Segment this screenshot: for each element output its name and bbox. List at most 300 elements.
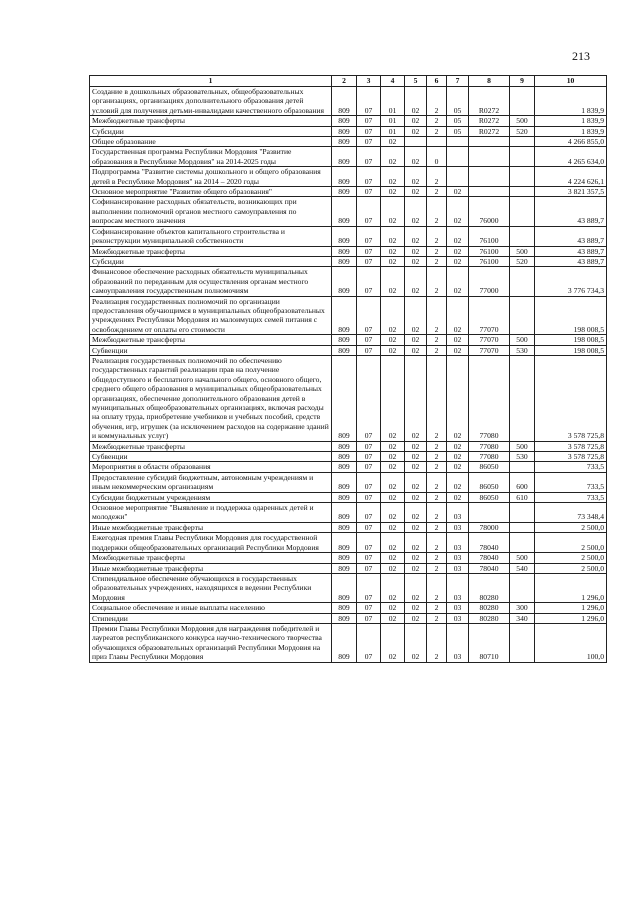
code-cell: 01: [381, 116, 405, 126]
table-row: [90, 533, 607, 553]
code-cell: 2: [427, 167, 447, 187]
row-name-cell: Иные межбюджетные трансферты: [90, 522, 332, 532]
code-cell: [510, 137, 535, 147]
code-cell: [510, 226, 535, 246]
code-cell: 2: [427, 126, 447, 136]
code-cell: [447, 137, 469, 147]
code-cell: 2: [427, 452, 447, 462]
code-cell: 530: [510, 345, 535, 355]
table-row: [90, 603, 607, 613]
code-cell: 03: [447, 533, 469, 553]
code-cell: 02: [447, 197, 469, 226]
row-name-cell: Субсидии: [90, 256, 332, 266]
code-cell: 520: [510, 256, 535, 266]
code-cell: 300: [510, 603, 535, 613]
code-cell: [510, 533, 535, 553]
code-cell: 520: [510, 126, 535, 136]
amount-cell: 2 500,0: [535, 533, 607, 553]
code-cell: 07: [357, 335, 381, 345]
code-cell: 02: [405, 87, 427, 116]
code-cell: 02: [381, 462, 405, 472]
code-cell: 86050: [469, 492, 510, 502]
code-cell: 2: [427, 256, 447, 266]
code-cell: 07: [357, 187, 381, 197]
amount-cell: 1 839,9: [535, 126, 607, 136]
table-row: [90, 462, 607, 472]
code-cell: 07: [357, 553, 381, 563]
row-name-cell: Субвенции: [90, 345, 332, 355]
code-cell: 80280: [469, 603, 510, 613]
code-cell: 02: [405, 441, 427, 451]
row-name-cell: Межбюджетные трансферты: [90, 441, 332, 451]
code-cell: 02: [381, 226, 405, 246]
code-cell: 809: [332, 623, 357, 662]
code-cell: [510, 462, 535, 472]
code-cell: [510, 522, 535, 532]
row-name-cell: Премии Главы Республики Мордовия для награждения победителей и лауреатов республиканского конкурса научно-технического творчества обучающихся образовательных организаций Республики Мордовия на приз Главы Республики Мордовия: [90, 623, 332, 662]
amount-cell: 1 839,9: [535, 116, 607, 126]
code-cell: [510, 167, 535, 187]
code-cell: 02: [405, 226, 427, 246]
code-cell: [469, 503, 510, 523]
amount-cell: 733,5: [535, 472, 607, 492]
amount-cell: 198 008,5: [535, 335, 607, 345]
header-row: [90, 76, 607, 87]
code-cell: 77080: [469, 355, 510, 441]
column-header: 10: [535, 76, 607, 87]
code-cell: 07: [357, 573, 381, 602]
code-cell: 809: [332, 267, 357, 296]
code-cell: 0: [427, 147, 447, 167]
amount-cell: 1 296,0: [535, 613, 607, 623]
code-cell: 76100: [469, 226, 510, 246]
code-cell: 02: [447, 492, 469, 502]
code-cell: 02: [405, 452, 427, 462]
code-cell: 2: [427, 553, 447, 563]
code-cell: 07: [357, 563, 381, 573]
code-cell: 02: [447, 226, 469, 246]
amount-cell: 4 266 855,0: [535, 137, 607, 147]
code-cell: 07: [357, 126, 381, 136]
code-cell: 2: [427, 226, 447, 246]
code-cell: R0272: [469, 126, 510, 136]
code-cell: 809: [332, 167, 357, 187]
code-cell: 02: [381, 452, 405, 462]
code-cell: 02: [405, 296, 427, 335]
code-cell: 2: [427, 462, 447, 472]
code-cell: 02: [381, 167, 405, 187]
code-cell: 809: [332, 533, 357, 553]
code-cell: 07: [357, 167, 381, 187]
table-row: [90, 147, 607, 167]
code-cell: 500: [510, 553, 535, 563]
code-cell: 02: [381, 147, 405, 167]
code-cell: 500: [510, 116, 535, 126]
code-cell: 02: [381, 533, 405, 553]
code-cell: 07: [357, 492, 381, 502]
amount-cell: 3 578 725,8: [535, 452, 607, 462]
code-cell: 02: [447, 335, 469, 345]
row-name-cell: Государственная программа Республики Мордовия "Развитие образования в Республике Мордовия" на 2014-2025 годы: [90, 147, 332, 167]
amount-cell: 3 578 725,8: [535, 355, 607, 441]
code-cell: 2: [427, 441, 447, 451]
code-cell: 2: [427, 623, 447, 662]
code-cell: 02: [381, 246, 405, 256]
column-header: 6: [427, 76, 447, 87]
code-cell: 02: [405, 147, 427, 167]
column-header: 4: [381, 76, 405, 87]
code-cell: 809: [332, 296, 357, 335]
code-cell: 02: [405, 355, 427, 441]
table-row: [90, 623, 607, 662]
code-cell: 340: [510, 613, 535, 623]
code-cell: 86050: [469, 462, 510, 472]
code-cell: 809: [332, 472, 357, 492]
code-cell: 80280: [469, 573, 510, 602]
amount-cell: 198 008,5: [535, 296, 607, 335]
amount-cell: 4 224 626,1: [535, 167, 607, 187]
code-cell: 05: [447, 126, 469, 136]
code-cell: [469, 187, 510, 197]
code-cell: 02: [381, 492, 405, 502]
code-cell: 02: [447, 256, 469, 266]
code-cell: 07: [357, 256, 381, 266]
table-row: [90, 187, 607, 197]
code-cell: [447, 147, 469, 167]
table-row: [90, 573, 607, 602]
code-cell: 809: [332, 256, 357, 266]
row-name-cell: Общее образование: [90, 137, 332, 147]
row-name-cell: Социальное обеспечение и иные выплаты населению: [90, 603, 332, 613]
code-cell: 02: [381, 623, 405, 662]
code-cell: 02: [381, 335, 405, 345]
code-cell: 2: [427, 116, 447, 126]
code-cell: 809: [332, 345, 357, 355]
code-cell: 2: [427, 335, 447, 345]
code-cell: 07: [357, 623, 381, 662]
table-row: [90, 126, 607, 136]
code-cell: 2: [427, 522, 447, 532]
code-cell: 77080: [469, 452, 510, 462]
amount-cell: 1 296,0: [535, 603, 607, 613]
code-cell: 76100: [469, 256, 510, 266]
amount-cell: 43 889,7: [535, 197, 607, 226]
row-name-cell: Субсидии: [90, 126, 332, 136]
code-cell: 02: [405, 492, 427, 502]
code-cell: 02: [381, 355, 405, 441]
code-cell: 809: [332, 441, 357, 451]
code-cell: 02: [447, 452, 469, 462]
code-cell: 03: [447, 603, 469, 613]
code-cell: 02: [381, 267, 405, 296]
code-cell: [510, 573, 535, 602]
code-cell: 2: [427, 492, 447, 502]
table-row: [90, 87, 607, 116]
code-cell: 07: [357, 226, 381, 246]
code-cell: 80710: [469, 623, 510, 662]
code-cell: 07: [357, 613, 381, 623]
code-cell: 2: [427, 613, 447, 623]
amount-cell: 2 500,0: [535, 553, 607, 563]
code-cell: 02: [405, 187, 427, 197]
row-name-cell: Межбюджетные трансферты: [90, 116, 332, 126]
row-name-cell: Мероприятия в области образования: [90, 462, 332, 472]
code-cell: 07: [357, 522, 381, 532]
table-body: [90, 87, 607, 663]
row-name-cell: Межбюджетные трансферты: [90, 553, 332, 563]
code-cell: 02: [381, 197, 405, 226]
code-cell: 78000: [469, 522, 510, 532]
code-cell: 03: [447, 623, 469, 662]
amount-cell: 198 008,5: [535, 345, 607, 355]
code-cell: 07: [357, 246, 381, 256]
amount-cell: 3 821 357,5: [535, 187, 607, 197]
amount-cell: 2 500,0: [535, 563, 607, 573]
code-cell: 809: [332, 573, 357, 602]
code-cell: 809: [332, 603, 357, 613]
table-row: [90, 197, 607, 226]
code-cell: 02: [447, 472, 469, 492]
code-cell: 2: [427, 296, 447, 335]
column-header: 7: [447, 76, 469, 87]
code-cell: 02: [405, 503, 427, 523]
row-name-cell: Подпрограмма "Развитие системы дошкольного и общего образования детей в Республике Мордовия" на 2014 – 2020 годы: [90, 167, 332, 187]
code-cell: 809: [332, 226, 357, 246]
code-cell: 80280: [469, 613, 510, 623]
column-header: 2: [332, 76, 357, 87]
code-cell: [405, 137, 427, 147]
row-name-cell: Ежегодная премия Главы Республики Мордовия для государственной поддержки общеобразовательных организаций Республики Мордовия: [90, 533, 332, 553]
code-cell: 03: [447, 563, 469, 573]
code-cell: 07: [357, 296, 381, 335]
code-cell: 07: [357, 533, 381, 553]
code-cell: 76000: [469, 197, 510, 226]
code-cell: 77070: [469, 296, 510, 335]
code-cell: 02: [447, 296, 469, 335]
code-cell: 03: [447, 553, 469, 563]
code-cell: 809: [332, 355, 357, 441]
amount-cell: 3 578 725,8: [535, 441, 607, 451]
code-cell: 02: [381, 441, 405, 451]
code-cell: [510, 187, 535, 197]
row-name-cell: Основное мероприятие "Выявление и поддержка одаренных детей и молодежи": [90, 503, 332, 523]
table-row: [90, 296, 607, 335]
code-cell: [427, 137, 447, 147]
table-row: [90, 472, 607, 492]
table-row: [90, 563, 607, 573]
code-cell: 02: [381, 345, 405, 355]
code-cell: 01: [381, 87, 405, 116]
amount-cell: 733,5: [535, 462, 607, 472]
code-cell: 78040: [469, 553, 510, 563]
budget-table: [89, 75, 607, 663]
code-cell: 02: [405, 563, 427, 573]
code-cell: 2: [427, 603, 447, 613]
table-row: [90, 492, 607, 502]
code-cell: 02: [381, 522, 405, 532]
code-cell: 07: [357, 345, 381, 355]
amount-cell: 733,5: [535, 492, 607, 502]
amount-cell: 2 500,0: [535, 522, 607, 532]
code-cell: 02: [405, 613, 427, 623]
code-cell: 02: [447, 355, 469, 441]
code-cell: 07: [357, 137, 381, 147]
amount-cell: 1 839,9: [535, 87, 607, 116]
code-cell: [469, 147, 510, 167]
code-cell: 809: [332, 503, 357, 523]
column-header: 8: [469, 76, 510, 87]
code-cell: 809: [332, 137, 357, 147]
row-name-cell: Стипендии: [90, 613, 332, 623]
table-row: [90, 503, 607, 523]
row-name-cell: Создание в дошкольных образовательных, общеобразовательных организациях, организациях дополнительного образования детей условий для получения детьми-инвалидами качественного образования: [90, 87, 332, 116]
amount-cell: 1 296,0: [535, 573, 607, 602]
code-cell: 2: [427, 573, 447, 602]
code-cell: 2: [427, 246, 447, 256]
code-cell: 02: [381, 603, 405, 613]
code-cell: 07: [357, 503, 381, 523]
code-cell: 02: [381, 613, 405, 623]
code-cell: R0272: [469, 116, 510, 126]
table-row: [90, 137, 607, 147]
code-cell: 809: [332, 563, 357, 573]
code-cell: 78040: [469, 563, 510, 573]
code-cell: 77000: [469, 267, 510, 296]
code-cell: [469, 137, 510, 147]
code-cell: 07: [357, 87, 381, 116]
code-cell: 2: [427, 533, 447, 553]
row-name-cell: Софинансирование объектов капитального строительства и реконструкции муниципальной собственности: [90, 226, 332, 246]
code-cell: 809: [332, 197, 357, 226]
code-cell: 07: [357, 452, 381, 462]
code-cell: 2: [427, 197, 447, 226]
code-cell: 809: [332, 87, 357, 116]
table-row: [90, 522, 607, 532]
code-cell: 02: [447, 462, 469, 472]
code-cell: 02: [405, 462, 427, 472]
code-cell: 2: [427, 187, 447, 197]
code-cell: 809: [332, 452, 357, 462]
amount-cell: 43 889,7: [535, 226, 607, 246]
code-cell: 07: [357, 116, 381, 126]
code-cell: 02: [405, 167, 427, 187]
code-cell: 02: [381, 573, 405, 602]
code-cell: 03: [447, 573, 469, 602]
code-cell: 02: [405, 533, 427, 553]
code-cell: 809: [332, 116, 357, 126]
code-cell: 02: [381, 256, 405, 266]
code-cell: 02: [381, 563, 405, 573]
column-header: 3: [357, 76, 381, 87]
code-cell: 809: [332, 553, 357, 563]
code-cell: 02: [381, 137, 405, 147]
code-cell: 02: [405, 246, 427, 256]
code-cell: 02: [447, 267, 469, 296]
code-cell: 2: [427, 563, 447, 573]
row-name-cell: Межбюджетные трансферты: [90, 335, 332, 345]
row-name-cell: Предоставление субсидий бюджетным, автономным учреждениям и иным некоммерческим организациям: [90, 472, 332, 492]
code-cell: [510, 267, 535, 296]
code-cell: 809: [332, 462, 357, 472]
row-name-cell: Основное мероприятие "Развитие общего образования": [90, 187, 332, 197]
code-cell: 02: [405, 553, 427, 563]
code-cell: 86050: [469, 472, 510, 492]
code-cell: 02: [405, 116, 427, 126]
code-cell: 809: [332, 522, 357, 532]
code-cell: 77070: [469, 345, 510, 355]
code-cell: 02: [447, 246, 469, 256]
code-cell: 02: [381, 296, 405, 335]
code-cell: 500: [510, 246, 535, 256]
code-cell: 02: [405, 345, 427, 355]
code-cell: 77080: [469, 441, 510, 451]
code-cell: 500: [510, 335, 535, 345]
code-cell: 78040: [469, 533, 510, 553]
code-cell: [469, 167, 510, 187]
code-cell: 02: [405, 472, 427, 492]
table-row: [90, 116, 607, 126]
table-row: [90, 167, 607, 187]
amount-cell: 43 889,7: [535, 256, 607, 266]
code-cell: 809: [332, 492, 357, 502]
row-name-cell: Финансовое обеспечение расходных обязательств муниципальных образований по переданным для осуществления органам местного самоуправления государственным полномочиям: [90, 267, 332, 296]
code-cell: 05: [447, 116, 469, 126]
table-row: [90, 613, 607, 623]
code-cell: [510, 147, 535, 167]
code-cell: 2: [427, 503, 447, 523]
amount-cell: 3 776 734,3: [535, 267, 607, 296]
code-cell: 02: [405, 267, 427, 296]
table-row: [90, 452, 607, 462]
code-cell: 07: [357, 355, 381, 441]
code-cell: 02: [405, 603, 427, 613]
code-cell: 610: [510, 492, 535, 502]
code-cell: [510, 296, 535, 335]
code-cell: 540: [510, 563, 535, 573]
amount-cell: 4 265 634,0: [535, 147, 607, 167]
code-cell: 2: [427, 355, 447, 441]
code-cell: 07: [357, 147, 381, 167]
code-cell: 02: [381, 187, 405, 197]
code-cell: [510, 623, 535, 662]
code-cell: 03: [447, 503, 469, 523]
code-cell: R0272: [469, 87, 510, 116]
code-cell: 02: [447, 187, 469, 197]
code-cell: [510, 355, 535, 441]
code-cell: [510, 87, 535, 116]
code-cell: 07: [357, 197, 381, 226]
table-row: [90, 246, 607, 256]
code-cell: 02: [405, 126, 427, 136]
amount-cell: 43 889,7: [535, 246, 607, 256]
page-number: 213: [572, 49, 590, 63]
code-cell: 809: [332, 126, 357, 136]
row-name-cell: Софинансирование расходных обязательств, возникающих при выполнении полномочий органов местного самоуправления по вопросам местного значения: [90, 197, 332, 226]
code-cell: [510, 503, 535, 523]
code-cell: [510, 197, 535, 226]
code-cell: 07: [357, 462, 381, 472]
code-cell: 02: [405, 522, 427, 532]
code-cell: 530: [510, 452, 535, 462]
code-cell: 809: [332, 335, 357, 345]
row-name-cell: Реализация государственных полномочий по обеспечению государственных гарантий реализации прав на получение общедоступного и бесплатного начального общего, основного общего, среднего общего образования в муниципальных общеобразовательных организациях, обеспечение дополнительного образования детей в муниципальных общеобразовательных организациях, включая расходы на оплату труда, приобретение учебников и учебных пособий, средств обучения, игр, игрушек (за исключением расходов на содержание зданий и коммунальных услуг): [90, 355, 332, 441]
code-cell: 600: [510, 472, 535, 492]
amount-cell: 73 348,4: [535, 503, 607, 523]
code-cell: 02: [447, 345, 469, 355]
code-cell: 77070: [469, 335, 510, 345]
code-cell: 07: [357, 472, 381, 492]
table-row: [90, 226, 607, 246]
